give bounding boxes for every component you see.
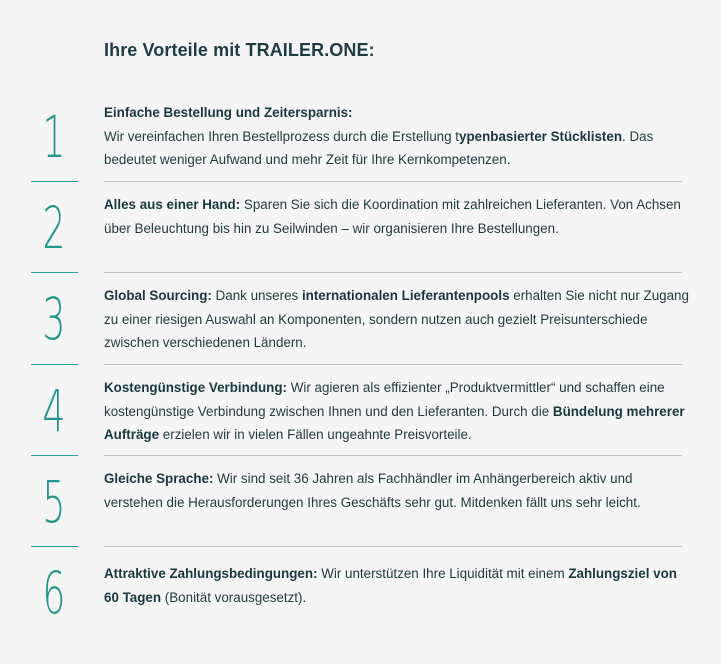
benefit-number-5: 5 [42, 468, 66, 536]
benefit-emphasis-1: ypenbasierter Stücklisten [459, 128, 623, 144]
benefit-body-1a: Wir vereinfachen Ihren Bestellprozess durch die Erstellung t [104, 128, 460, 144]
benefit-title-4: Kostengünstige Verbindung: [104, 380, 288, 395]
benefit-emphasis-4: Bündelung mehrerer Aufträge [104, 403, 685, 442]
number-divider-1 [31, 181, 78, 182]
benefit-number-2: 2 [42, 194, 66, 262]
benefit-body-3b: erhalten Sie nicht nur Zugang zu einer riesigen Auswahl an Komponenten, sondern nutzen auch gezielt Preisunterschiede zwischen verschiedenen Ländern. [104, 288, 689, 350]
benefit-text-4 [104, 376, 689, 447]
divider-2 [104, 272, 682, 273]
benefit-title-1: Einfache Bestellung und Zeitersparnis: [104, 105, 353, 120]
divider-1 [104, 181, 682, 182]
benefit-title-2: Alles aus einer Hand: [104, 197, 241, 212]
benefit-text-5 [104, 467, 689, 514]
benefit-body-6a: Wir unterstützen Ihre Liquidität mit einem [317, 566, 569, 581]
benefit-number-3: 3 [42, 285, 66, 353]
benefit-number-1: 1 [42, 103, 66, 171]
benefit-body-2: Sparen Sie sich die Koordination mit zahlreichen Lieferanten. Von Achsen über Beleuchtung bis hin zu Seilwinden – wir organisieren Ihre Bestellungen. [104, 197, 681, 236]
benefit-text-6 [104, 562, 689, 609]
benefit-body-4b: erzielen wir in vielen Fällen ungeahnte Preisvorteile. [159, 427, 472, 442]
number-divider-3 [31, 364, 78, 365]
number-divider-4 [31, 455, 78, 456]
page-heading: Ihre Vorteile mit TRAILER.ONE: [104, 40, 375, 60]
benefit-title-3: Global Sourcing: [104, 288, 212, 303]
benefit-title-5: Gleiche Sprache: [104, 471, 214, 486]
benefit-body-1b: . Das bedeutet weniger Aufwand und mehr Zeit für Ihre Kernkompetenzen. [104, 128, 654, 167]
benefit-text-3 [104, 284, 689, 355]
number-divider-2 [31, 272, 78, 273]
benefit-text-2 [104, 193, 689, 240]
benefit-body-3a: Dank unseres [211, 288, 302, 303]
benefit-number-6: 6 [42, 559, 66, 627]
benefit-body-5: Wir sind seit 36 Jahren als Fachhändler im Anhängerbereich aktiv und verstehen die Herausforderungen Ihres Geschäfts sehr gut. Mitdenken fällt uns sehr leicht. [104, 471, 641, 510]
benefit-emphasis-6: Zahlungsziel von 60 Tagen [104, 566, 677, 605]
benefit-number-4: 4 [42, 377, 66, 445]
benefit-emphasis-3: internationalen Lieferantenpools [301, 288, 510, 303]
number-divider-5 [31, 546, 78, 547]
benefit-body-6b: (Bonität vorausgesetzt). [161, 589, 307, 605]
divider-5 [104, 546, 682, 547]
benefit-body-4a: Wir agieren als effizienter „Produktvermittler“ und schaffen eine kostengünstige Verbindung zwischen Ihnen und den Lieferanten. Durch die [104, 380, 665, 419]
benefit-text-1 [104, 101, 689, 172]
divider-4 [104, 455, 682, 456]
benefit-title-6: Attraktive Zahlungsbedingungen: [104, 566, 318, 581]
divider-3 [104, 364, 682, 365]
